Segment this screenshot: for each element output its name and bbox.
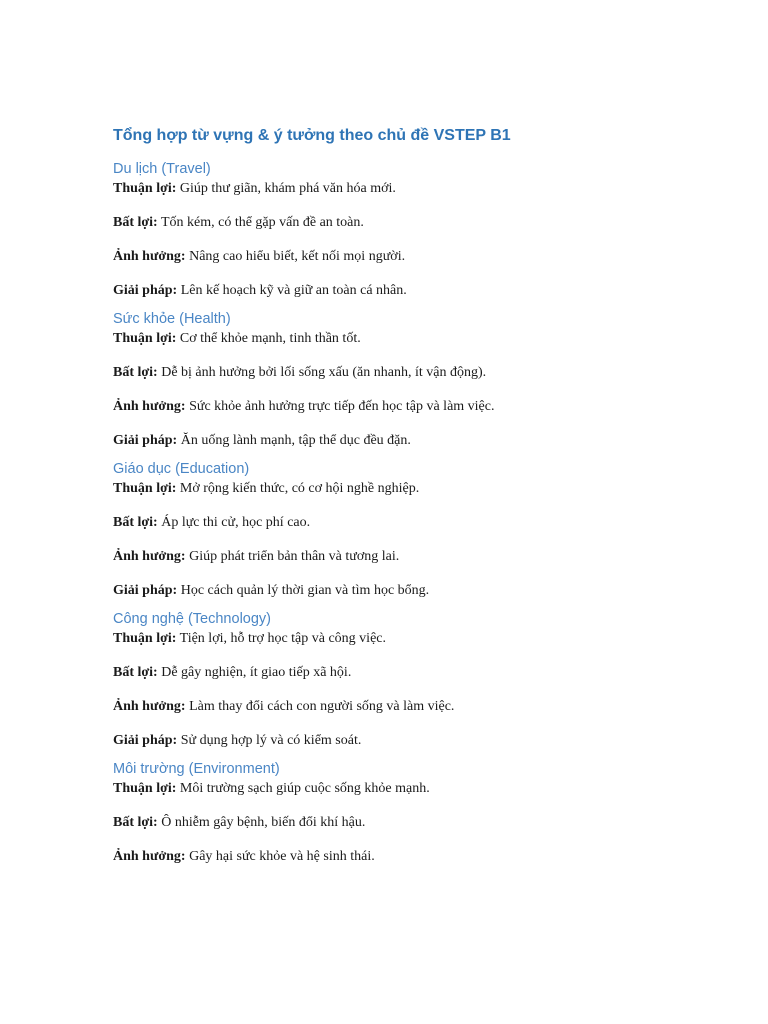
section-heading: Công nghệ (Technology) (113, 611, 271, 627)
item-label: Thuận lợi: (113, 331, 177, 346)
section-environment (113, 758, 733, 866)
item-advantage (113, 330, 733, 348)
item-advantage (113, 180, 733, 198)
item-text: Nâng cao hiểu biết, kết nối mọi người. (185, 249, 406, 264)
item-advantage (113, 780, 733, 798)
section-technology (113, 608, 733, 750)
section-heading: Sức khỏe (Health) (113, 311, 231, 327)
item-text: Ăn uống lành mạnh, tập thể dục đều đặn. (177, 433, 411, 448)
item-text: Dễ bị ảnh hưởng bởi lối sống xấu (ăn nhanh, ít vận động). (157, 365, 487, 380)
item-solution (113, 582, 733, 600)
item-label: Thuận lợi: (113, 631, 177, 646)
item-label: Bất lợi: (113, 215, 158, 230)
item-text: Tốn kém, có thể gặp vấn đề an toàn. (157, 215, 364, 230)
item-text: Giúp phát triển bản thân và tương lai. (185, 549, 400, 564)
item-solution (113, 282, 733, 300)
section-heading: Du lịch (Travel) (113, 161, 211, 177)
item-text: Dễ gây nghiện, ít giao tiếp xã hội. (157, 665, 352, 680)
item-label: Bất lợi: (113, 665, 158, 680)
item-text: Ô nhiễm gây bệnh, biến đổi khí hậu. (157, 815, 366, 830)
section-education (113, 458, 733, 600)
section-heading: Môi trường (Environment) (113, 761, 280, 777)
item-text: Tiện lợi, hỗ trợ học tập và công việc. (176, 631, 387, 646)
item-text: Sức khỏe ảnh hưởng trực tiếp đến học tập và làm việc. (185, 399, 495, 414)
item-text: Học cách quản lý thời gian và tìm học bổng. (177, 583, 430, 598)
item-text: Cơ thể khỏe mạnh, tinh thần tốt. (176, 331, 361, 346)
item-text: Giúp thư giãn, khám phá văn hóa mới. (176, 181, 396, 196)
item-disadvantage (113, 214, 733, 232)
item-label: Ảnh hưởng: (113, 849, 186, 864)
item-advantage (113, 630, 733, 648)
item-label: Giải pháp: (113, 433, 178, 448)
item-text: Sử dụng hợp lý và có kiểm soát. (177, 733, 362, 748)
item-text: Áp lực thi cử, học phí cao. (157, 515, 311, 530)
item-text: Lên kế hoạch kỹ và giữ an toàn cá nhân. (177, 283, 407, 298)
item-label: Ảnh hưởng: (113, 699, 186, 714)
item-advantage (113, 480, 733, 498)
section-heading: Giáo dục (Education) (113, 461, 250, 477)
item-label: Bất lợi: (113, 815, 158, 830)
item-disadvantage (113, 814, 733, 832)
item-solution (113, 732, 733, 750)
item-label: Giải pháp: (113, 733, 178, 748)
item-label: Bất lợi: (113, 515, 158, 530)
item-label: Thuận lợi: (113, 481, 177, 496)
document-body (113, 124, 733, 874)
document-title: Tổng hợp từ vựng & ý tưởng theo chủ đề VSTEP B1 (113, 127, 511, 144)
item-label: Giải pháp: (113, 583, 178, 598)
item-solution (113, 432, 733, 450)
item-label: Bất lợi: (113, 365, 158, 380)
item-impact (113, 698, 733, 716)
item-label: Ảnh hưởng: (113, 399, 186, 414)
item-impact (113, 398, 733, 416)
item-impact (113, 248, 733, 266)
item-disadvantage (113, 364, 733, 382)
section-health (113, 308, 733, 450)
section-travel (113, 158, 733, 300)
item-impact (113, 848, 733, 866)
item-disadvantage (113, 664, 733, 682)
item-text: Môi trường sạch giúp cuộc sống khỏe mạnh. (176, 781, 430, 796)
item-impact (113, 548, 733, 566)
item-text: Mở rộng kiến thức, có cơ hội nghề nghiệp. (176, 481, 420, 496)
item-label: Ảnh hưởng: (113, 549, 186, 564)
item-label: Giải pháp: (113, 283, 178, 298)
item-label: Ảnh hưởng: (113, 249, 186, 264)
item-disadvantage (113, 514, 733, 532)
item-text: Làm thay đổi cách con người sống và làm việc. (185, 699, 455, 714)
item-label: Thuận lợi: (113, 781, 177, 796)
item-label: Thuận lợi: (113, 181, 177, 196)
item-text: Gây hại sức khỏe và hệ sinh thái. (185, 849, 375, 864)
